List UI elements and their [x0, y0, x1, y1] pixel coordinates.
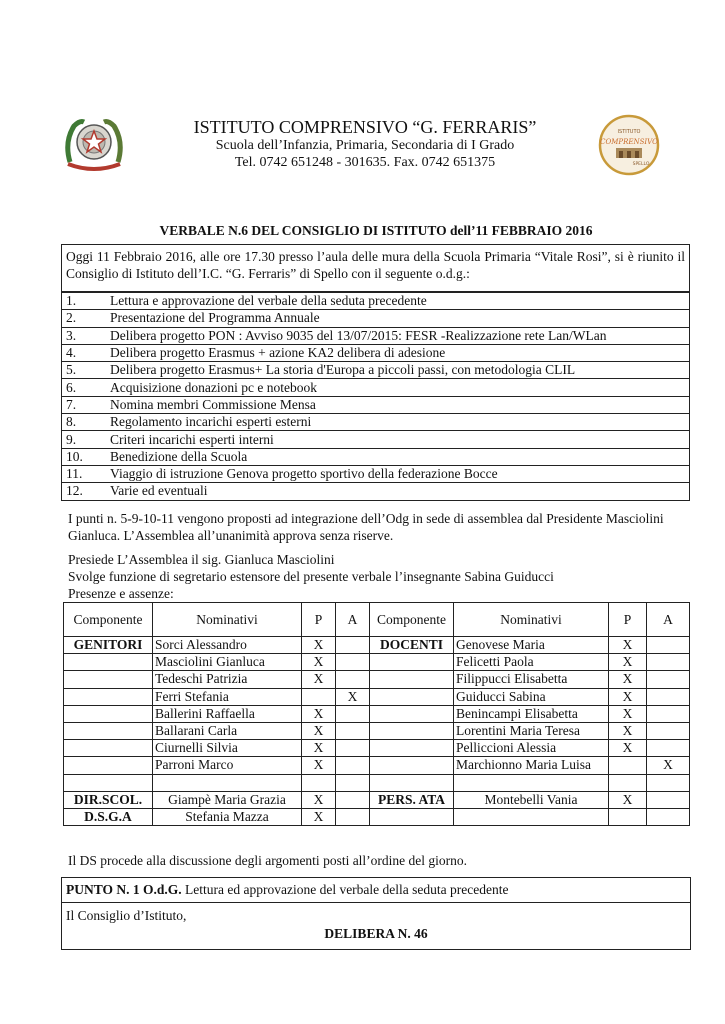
header-present: P	[302, 603, 336, 637]
school-contacts: Tel. 0742 651248 - 301635. Fax. 0742 651375	[234, 155, 496, 170]
logo-text-bottom: SPELLO	[632, 162, 650, 167]
cell-role	[64, 774, 153, 791]
agenda-number: 3.	[62, 327, 107, 344]
attendance-row	[64, 705, 690, 722]
cell-name: Masciolini Gianluca	[153, 654, 302, 671]
cell-present: X	[609, 705, 647, 722]
cell-role	[370, 671, 454, 688]
cell-name: Lorentini Maria Teresa	[454, 722, 609, 739]
cell-absent	[647, 808, 690, 825]
cell-role: DIR.SCOL.	[64, 791, 153, 808]
logo-text-top: ISTITUTO	[617, 129, 641, 135]
cell-role	[370, 722, 454, 739]
cell-name: Ferri Stefania	[153, 688, 302, 705]
cell-role	[64, 740, 153, 757]
cell-present: X	[609, 637, 647, 654]
cell-role	[64, 688, 153, 705]
agenda-text: Benedizione della Scuola	[106, 448, 690, 465]
cell-present: X	[302, 654, 336, 671]
delibera-label: DELIBERA N. 46	[324, 926, 428, 941]
cell-role	[370, 740, 454, 757]
agenda-item	[62, 293, 690, 310]
cell-present	[609, 808, 647, 825]
cell-present	[302, 774, 336, 791]
header-role: Componente	[370, 603, 454, 637]
cell-absent	[647, 705, 690, 722]
cell-present: X	[609, 654, 647, 671]
header-name: Nominativi	[454, 603, 609, 637]
cell-absent	[336, 637, 370, 654]
cell-role	[64, 654, 153, 671]
agenda-text: Delibera progetto Erasmus + azione KA2 delibera di adesione	[106, 344, 690, 361]
agenda-number: 10.	[62, 448, 107, 465]
cell-present: X	[302, 791, 336, 808]
cell-name: Sorci Alessandro	[153, 637, 302, 654]
cell-role: DOCENTI	[370, 637, 454, 654]
cell-absent	[336, 808, 370, 825]
cell-role	[370, 774, 454, 791]
attendance-row	[64, 774, 690, 791]
header-absent: A	[647, 603, 690, 637]
document-title: VERBALE N.6 DEL CONSIGLIO DI ISTITUTO dell’11 FEBBRAIO 2016	[159, 223, 593, 238]
cell-role	[370, 808, 454, 825]
cell-present: X	[302, 705, 336, 722]
agenda-number: 6.	[62, 379, 107, 396]
agenda-text: Presentazione del Programma Annuale	[106, 310, 690, 327]
attendance-row	[64, 791, 690, 808]
agenda-number: 8.	[62, 414, 107, 431]
note-paragraph: I punti n. 5-9-10-11 vengono proposti ad integrazione dell’Odg in sede di assemblea dal Presidente Masciolini Gianluca. L’Assemblea all’unanimità approva senza riserve.	[68, 511, 664, 543]
attendance-row	[64, 637, 690, 654]
consiglio-line: Il Consiglio d’Istituto,	[66, 908, 187, 923]
punto-box	[61, 877, 691, 950]
cell-name: Parroni Marco	[153, 757, 302, 774]
cell-name: Felicetti Paola	[454, 654, 609, 671]
agenda-table	[61, 292, 690, 501]
header-absent: A	[336, 603, 370, 637]
punto-header	[62, 878, 690, 903]
logo-text-middle: COMPRENSIVO	[600, 138, 658, 146]
cell-present	[302, 688, 336, 705]
cell-role	[370, 688, 454, 705]
ds-line: Il DS procede alla discussione degli argomenti posti all’ordine del giorno.	[68, 853, 468, 868]
cell-name: Filippucci Elisabetta	[454, 671, 609, 688]
cell-absent	[647, 671, 690, 688]
cell-role	[64, 757, 153, 774]
agenda-number: 2.	[62, 310, 107, 327]
cell-present: X	[609, 722, 647, 739]
cell-name: Ballerini Raffaella	[153, 705, 302, 722]
cell-absent	[647, 774, 690, 791]
agenda-number: 5.	[62, 362, 107, 379]
cell-name	[454, 808, 609, 825]
agenda-item	[62, 344, 690, 361]
cell-present: X	[609, 671, 647, 688]
cell-present: X	[302, 722, 336, 739]
cell-role	[64, 722, 153, 739]
agenda-number: 4.	[62, 344, 107, 361]
cell-name: Ballarani Carla	[153, 722, 302, 739]
agenda-text: Viaggio di istruzione Genova progetto sportivo della federazione Bocce	[106, 465, 690, 482]
cell-absent	[336, 654, 370, 671]
agenda-text: Criteri incarichi esperti interni	[106, 431, 690, 448]
cell-present	[609, 757, 647, 774]
agenda-item	[62, 465, 690, 482]
agenda-item	[62, 396, 690, 413]
cell-role: GENITORI	[64, 637, 153, 654]
header-name: Nominativi	[153, 603, 302, 637]
presenze-label: Presenze e assenze:	[68, 586, 174, 601]
cell-present: X	[302, 808, 336, 825]
cell-present: X	[609, 688, 647, 705]
cell-absent	[336, 757, 370, 774]
cell-role: PERS. ATA	[370, 791, 454, 808]
cell-absent	[336, 722, 370, 739]
cell-absent	[647, 722, 690, 739]
cell-role	[370, 705, 454, 722]
punto-label: PUNTO N. 1 O.d.G.	[66, 882, 182, 897]
cell-name: Genovese Maria	[454, 637, 609, 654]
cell-absent	[647, 654, 690, 671]
cell-name: Pelliccioni Alessia	[454, 740, 609, 757]
intro-paragraph: Oggi 11 Febbraio 2016, alle ore 17.30 presso l’aula delle mura della Scuola Primaria “Vitale Rosi”, si è riunito il Consiglio di Istituto dell’I.C. “G. Ferraris” di Spello con il seguente o.d.g.:	[61, 244, 690, 292]
cell-name	[153, 774, 302, 791]
cell-absent: X	[336, 688, 370, 705]
cell-name: Guiducci Sabina	[454, 688, 609, 705]
attendance-row	[64, 740, 690, 757]
cell-name: Benincampi Elisabetta	[454, 705, 609, 722]
header-role: Componente	[64, 603, 153, 637]
agenda-number: 11.	[62, 465, 107, 482]
cell-role: D.S.G.A	[64, 808, 153, 825]
agenda-item	[62, 379, 690, 396]
agenda-number: 7.	[62, 396, 107, 413]
agenda-item	[62, 448, 690, 465]
presiede-line: Presiede L’Assemblea il sig. Gianluca Masciolini	[68, 552, 335, 567]
italian-republic-emblem-icon	[60, 112, 128, 174]
cell-absent	[336, 705, 370, 722]
agenda-text: Varie ed eventuali	[106, 483, 690, 500]
attendance-table	[63, 602, 690, 826]
cell-role	[370, 654, 454, 671]
school-subtitle: Scuola dell’Infanzia, Primaria, Secondaria di I Grado	[215, 138, 515, 153]
cell-role	[370, 757, 454, 774]
cell-absent	[647, 740, 690, 757]
agenda-item	[62, 310, 690, 327]
attendance-row	[64, 688, 690, 705]
cell-absent	[336, 791, 370, 808]
cell-absent	[647, 791, 690, 808]
cell-role	[64, 671, 153, 688]
cell-present: X	[302, 757, 336, 774]
agenda-item	[62, 362, 690, 379]
attendance-row	[64, 808, 690, 825]
agenda-number: 12.	[62, 483, 107, 500]
agenda-item	[62, 414, 690, 431]
cell-present	[609, 774, 647, 791]
cell-present: X	[302, 740, 336, 757]
attendance-header-row	[64, 603, 690, 637]
cell-present: X	[302, 637, 336, 654]
cell-present: X	[609, 740, 647, 757]
cell-absent	[336, 671, 370, 688]
punto-text: Lettura ed approvazione del verbale della seduta precedente	[181, 882, 509, 897]
agenda-number: 9.	[62, 431, 107, 448]
agenda-item	[62, 327, 690, 344]
header-present: P	[609, 603, 647, 637]
agenda-text: Delibera progetto PON : Avviso 9035 del 13/07/2015: FESR -Realizzazione rete Lan/WLan	[106, 327, 690, 344]
agenda-text: Delibera progetto Erasmus+ La storia d'Europa a piccoli passi, con metodologia CLIL	[106, 362, 690, 379]
cell-present: X	[609, 791, 647, 808]
cell-absent: X	[647, 757, 690, 774]
agenda-item	[62, 483, 690, 500]
cell-name	[454, 774, 609, 791]
cell-name: Stefania Mazza	[153, 808, 302, 825]
attendance-row	[64, 671, 690, 688]
agenda-text: Lettura e approvazione del verbale della seduta precedente	[106, 293, 690, 310]
cell-name: Marchionno Maria Luisa	[454, 757, 609, 774]
agenda-text: Nomina membri Commissione Mensa	[106, 396, 690, 413]
attendance-row	[64, 654, 690, 671]
cell-present: X	[302, 671, 336, 688]
attendance-row	[64, 757, 690, 774]
cell-absent	[336, 740, 370, 757]
cell-role	[64, 705, 153, 722]
agenda-text: Regolamento incarichi esperti esterni	[106, 414, 690, 431]
segretario-line: Svolge funzione di segretario estensore del presente verbale l’insegnante Sabina Guiducci	[68, 569, 554, 584]
school-name: ISTITUTO COMPRENSIVO “G. FERRARIS”	[193, 117, 537, 137]
school-logo	[597, 113, 661, 177]
attendance-row	[64, 722, 690, 739]
cell-absent	[647, 688, 690, 705]
cell-absent	[336, 774, 370, 791]
cell-name: Tedeschi Patrizia	[153, 671, 302, 688]
cell-name: Montebelli Vania	[454, 791, 609, 808]
cell-absent	[647, 637, 690, 654]
agenda-item	[62, 431, 690, 448]
agenda-number: 1.	[62, 293, 107, 310]
cell-name: Giampè Maria Grazia	[153, 791, 302, 808]
cell-name: Ciurnelli Silvia	[153, 740, 302, 757]
agenda-text: Acquisizione donazioni pc e notebook	[106, 379, 690, 396]
